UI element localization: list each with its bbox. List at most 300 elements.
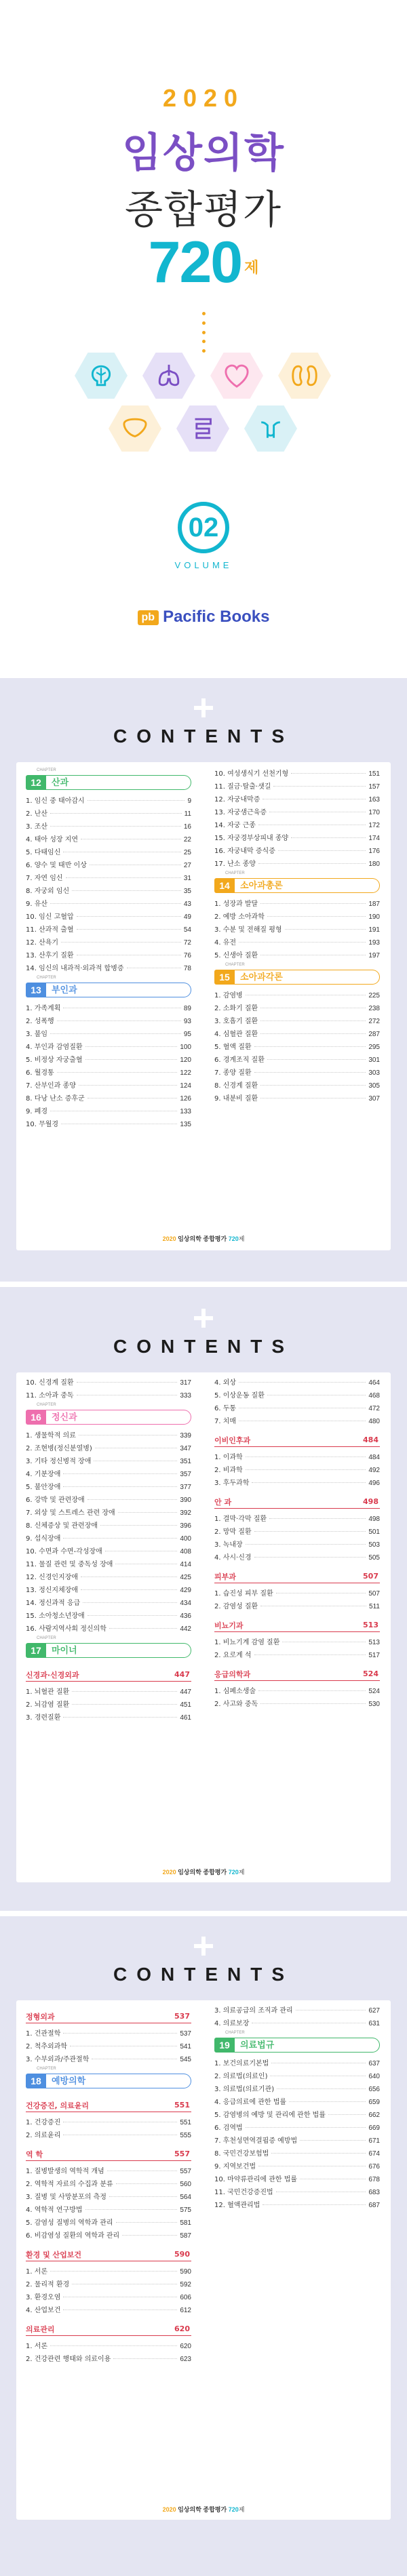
toc-entry [26,1610,191,1623]
chapter-caption: CHAPTER [225,2031,245,2035]
toc-leader [85,1046,178,1047]
toc-entry-page: 461 [180,1714,191,1722]
toc-entry-title: 7. 종양 질환 [214,1069,252,1077]
toc-entry-title: 4. 의료보장 [214,2020,250,2027]
toc-entry [26,2340,191,2353]
toc-entry-title: 3. 의료법(의료기관) [214,2086,275,2093]
toc-entry-page: 172 [368,822,380,829]
toc-entry-page: 676 [368,2163,380,2171]
toc-entry [214,2083,380,2096]
toc-entry [214,2057,380,2070]
toc-entry [26,1481,191,1494]
toc-entry [26,885,191,898]
toc-entry [214,2147,380,2160]
toc-entry-page: 637 [368,2060,380,2067]
toc-entry-page: 122 [180,1069,191,1077]
toc-entry-page: 425 [180,1574,191,1581]
toc-entry [214,845,380,858]
toc-entry-title: 6. 경계조직 질환 [214,1056,265,1064]
toc-entry [26,2278,191,2291]
toc-leader [118,1512,178,1513]
toc-entry-title: 6. 양수 및 태반 이상 [26,862,87,869]
chapter-caption: CHAPTER [37,976,56,980]
chapter-header [26,1403,191,1425]
toc-entry-page: 671 [368,2137,380,2145]
toc-entry-page: 555 [180,2132,191,2139]
toc-entry-title: 1. 감염병 [214,992,243,999]
toc-entry-title: 4. 외상 [214,1379,237,1387]
toc-entry-page: 193 [368,939,380,947]
toc-leader [72,1691,177,1692]
toc-entry-title: 3. 수부외과/주관절학 [26,2056,90,2063]
section-page: 498 [363,1497,379,1506]
toc-entry [26,911,191,924]
toc-entry-page: 333 [180,1392,191,1400]
toc-entry-page: 530 [368,1701,380,1708]
toc-entry-title: 10. 여성생식기 선천기형 [214,770,289,778]
contents-card [16,2000,391,2520]
section-title: 역 학 [26,2149,43,2159]
toc-entry-title: 8. 국민건강보험법 [214,2150,269,2158]
toc-entry-title: 8. 다낭 난소 증후군 [26,1095,85,1103]
toc-entry [214,2017,380,2030]
toc-entry-title: 2. 감염성 질환 [214,1603,258,1610]
toc-column-left [26,2004,191,2366]
toc-entry-page: 557 [180,2168,191,2175]
cover-big-number-suffix: 제 [244,258,259,276]
toc-leader [258,1690,366,1691]
toc-entry-title: 4. 산업보건 [26,2307,61,2314]
toc-entry [26,2116,191,2129]
section-page: 447 [174,1670,190,1679]
toc-entry-title: 15. 소아청소년장애 [26,1612,85,1620]
toc-entry [214,2160,380,2173]
toc-entry-title: 7. 후천성면역결핍증 예방법 [214,2137,298,2145]
toc-entry-title: 2. 난산 [26,810,48,818]
toc-entry-title: 2. 역학적 자료의 수집과 분류 [26,2181,113,2188]
toc-entry-title: 1. 습진성 피부 질환 [214,1590,273,1598]
toc-leader [300,2140,366,2141]
toc-entry-title: 3. 의료공급의 조직과 관리 [214,2007,293,2015]
toc-entry-page: 43 [183,900,191,908]
toc-entry [214,1376,380,1389]
toc-entry-page: 135 [180,1121,191,1128]
toc-entry-title: 3. 녹내장 [214,1541,243,1549]
toc-entry [214,2173,380,2186]
toc-leader [254,1072,366,1073]
toc-entry-title: 1. 건강증진 [26,2119,61,2126]
toc-entry [26,1041,191,1054]
toc-entry-title: 5. 신생아 질환 [214,952,258,959]
section-title: 응급의학과 [214,1669,251,1679]
toc-entry-page: 480 [368,1418,380,1425]
cover-title-line2: 종합평가 [124,186,283,233]
brain-icon [75,353,128,399]
chapter-title: 정신과 [46,1410,191,1425]
toc-leader [72,1704,177,1705]
toc-entry-title: 1. 서론 [26,2268,48,2276]
section-header [26,2322,191,2336]
toc-entry-title: 4. 사시·신경 [214,1554,252,1562]
toc-entry-page: 620 [180,2343,191,2350]
toc-entry [26,808,191,820]
toc-leader [254,1046,366,1047]
toc-entry [26,1067,191,1079]
toc-entry [26,1711,191,1724]
toc-entry-page: 414 [180,1561,191,1568]
toc-entry-title: 5. 이상운동 질환 [214,1392,265,1400]
toc-entry [214,793,380,806]
toc-entry-page: 545 [180,2056,191,2063]
toc-entry-title: 3. 조산 [26,823,48,831]
toc-entry-page: 631 [368,2020,380,2027]
toc-entry-title: 1. 서론 [26,2343,48,2350]
toc-leader [289,2101,366,2102]
section-page: 507 [363,1572,379,1581]
toc-entry-title: 3. 후두과학 [214,1480,250,1487]
toc-entry-page: 511 [369,1603,380,1610]
toc-entry-title: 3. 불임 [26,1031,48,1038]
toc-entry [214,1402,380,1415]
toc-entry-page: 468 [368,1392,380,1400]
toc-leader [100,1525,177,1526]
toc-entry [26,1584,191,1597]
toc-leader [239,1382,366,1383]
chapter-caption: CHAPTER [37,768,56,772]
toc-entry-page: 303 [368,1069,380,1077]
toc-entry-page: 126 [180,1095,191,1103]
section-page: 537 [174,2012,190,2021]
toc-entry-page: 513 [368,1639,380,1646]
toc-leader [122,2235,177,2236]
toc-entry [214,1464,380,1477]
section-title: 이비인후과 [214,1435,251,1445]
toc-entry [214,949,380,962]
toc-entry-title: 5. 다태임신 [26,849,61,856]
toc-entry-title: 4. 태아 성장 지연 [26,836,79,844]
section-page: 484 [363,1435,379,1444]
toc-entry-page: 190 [368,913,380,921]
toc-leader [109,2196,177,2197]
toc-leader [79,1085,177,1086]
page-footer: 2020 임상의학 종합평가 720제 [162,1869,245,1876]
toc-leader [260,903,366,904]
toc-entry [26,1054,191,1067]
contents-title: CONTENTS [113,1964,294,1985]
toc-entry-title: 6. 검역법 [214,2124,243,2132]
chapter-number: 18 [26,2074,46,2088]
toc-entry [26,2304,191,2317]
toc-entry [214,2070,380,2083]
toc-entry [214,1054,380,1067]
section-page: 524 [363,1669,379,1678]
toc-entry-page: 133 [180,1108,191,1115]
chapter-title: 예방의학 [46,2074,191,2088]
toc-entry [214,2186,380,2199]
toc-leader [116,2222,178,2223]
toc-entry-title: 1. 보건의료기본법 [214,2060,269,2067]
toc-leader [278,850,366,851]
toc-entry-page: 163 [368,796,380,804]
toc-entry-title: 8. 자궁외 임신 [26,888,70,895]
toc-entry-page: 347 [180,1445,191,1452]
toc-entry-title: 2. 소화기 질환 [214,1005,258,1012]
contents-panel-2 [0,1287,407,1911]
chapter-title: 산과 [46,775,191,790]
toc-entry [26,1118,191,1131]
toc-entry-page: 592 [180,2281,191,2288]
toc-entry-title: 12. 신경인지장애 [26,1574,79,1581]
toc-entry-page: 498 [368,1515,380,1523]
toc-entry-title: 2. 망막 질환 [214,1528,252,1536]
toc-entry-page: 76 [183,952,191,959]
toc-entry [214,1636,380,1649]
toc-entry-title: 2. 물리적 환경 [26,2281,70,2288]
toc-entry [214,936,380,949]
toc-entry-title: 5. 혈액 질환 [214,1044,252,1051]
toc-leader [267,1059,366,1060]
toc-entry [214,989,380,1002]
toc-entry-page: 89 [183,1005,191,1012]
toc-entry [26,2265,191,2278]
toc-entry-page: 687 [368,2202,380,2209]
toc-entry [26,962,191,975]
toc-entry-title: 11. 산과적 출혈 [26,926,74,934]
toc-entry-page: 606 [180,2294,191,2301]
toc-entry-page: 564 [180,2194,191,2201]
toc-leader [260,1033,366,1034]
publisher-logo [0,608,407,627]
toc-entry-page: 25 [183,849,191,856]
toc-entry-title: 14. 임신의 내과적·외과적 합병증 [26,965,124,972]
toc-entry-page: 436 [180,1612,191,1620]
toc-entry [26,846,191,859]
toc-entry-title: 10. 무월경 [26,1121,59,1128]
toc-entry-title: 2. 건강관련 행태와 의료이용 [26,2356,111,2363]
toc-entry-page: 537 [180,2030,191,2038]
toc-entry-page: 351 [180,1458,191,1465]
section-page: 557 [174,2149,190,2158]
cover-organ-icons [75,353,332,454]
plus-icon [194,1309,213,1328]
volume-number: 02 [178,502,229,553]
toc-entry-title: 13. 정신지체장애 [26,1587,79,1594]
toc-entry-page: 640 [368,2073,380,2080]
toc-entry-page: 587 [180,2232,191,2240]
toc-entry-page: 78 [183,965,191,972]
toc-entry [26,1429,191,1442]
chapter-number: 12 [26,775,46,790]
toc-entry-page: 434 [180,1600,191,1607]
chapter-header [26,2067,191,2089]
toc-entry-title: 2. 성폭행 [26,1018,54,1025]
toc-entry [26,1079,191,1092]
chapter-caption: CHAPTER [37,1403,56,1407]
uterus-icon [244,405,297,452]
toc-entry-title: 7. 외상 및 스트레스 관련 장애 [26,1509,115,1517]
toc-column-right [214,768,380,1105]
toc-entry-title: 12. 혈액관리법 [214,2202,260,2209]
toc-entry-title: 6. 두통 [214,1405,237,1412]
toc-entry-page: 581 [180,2219,191,2227]
toc-entry-title: 3. 호흡기 질환 [214,1018,258,1025]
toc-entry [214,1041,380,1054]
toc-entry-title: 4. 응급의료에 관한 법률 [214,2099,287,2106]
cover-dots [201,312,206,353]
toc-entry [26,1699,191,1711]
toc-entry [26,872,191,885]
toc-entry [214,2135,380,2147]
toc-entry-title: 3. 경련질환 [26,1714,61,1722]
toc-entry-title: 2. 요로계 석 [214,1652,252,1659]
book-cover [0,0,407,678]
toc-entry [26,1532,191,1545]
plus-icon [194,1937,213,1956]
toc-entry-title: 5. 불안장애 [26,1484,61,1491]
toc-leader [50,1033,181,1034]
toc-entry [214,819,380,832]
toc-entry [26,1468,191,1481]
toc-entry-page: 662 [368,2112,380,2119]
contents-panel-3 [0,1916,407,2576]
toc-entry [214,1002,380,1015]
section-header [26,2010,191,2023]
publisher-name: Pacific Books [163,608,270,626]
section-page: 513 [363,1621,379,1629]
section-page: 551 [174,2101,190,2109]
toc-leader [50,903,181,904]
toc-entry-title: 2. 의료윤리 [26,2132,61,2139]
section-header [26,2147,191,2161]
toc-entry-page: 157 [368,783,380,791]
toc-entry [214,2004,380,2017]
toc-entry-title: 1. 비뇨기계 감염 질환 [214,1639,280,1646]
toc-entry-title: 1. 임신 중 태아감시 [26,797,85,805]
toc-entry-page: 408 [180,1548,191,1555]
toc-entry [26,1507,191,1520]
toc-entry-page: 27 [183,862,191,869]
toc-entry-title: 4. 유전 [214,939,237,947]
toc-entry-title: 2. 예방 소아과학 [214,913,265,921]
toc-entry [26,1092,191,1105]
toc-entry-page: 472 [368,1405,380,1412]
toc-entry-page: 95 [183,1031,191,1038]
toc-entry-page: 11 [184,810,191,818]
chapter-header [214,963,380,985]
intestine-icon [176,405,229,452]
toc-entry [214,2122,380,2135]
lungs-icon [142,353,195,399]
toc-entry [26,2027,191,2040]
toc-entry-title: 1. 가족계획 [26,1005,61,1012]
chapter-number: 13 [26,983,46,997]
toc-entry-page: 678 [368,2176,380,2183]
toc-leader [258,863,366,864]
toc-entry-page: 124 [180,1082,191,1090]
toc-entry [214,768,380,780]
toc-entry [26,1571,191,1584]
toc-entry [26,2353,191,2366]
toc-entry-page: 396 [180,1522,191,1530]
toc-entry-page: 390 [180,1497,191,1504]
toc-entry-page: 100 [180,1044,191,1051]
toc-entry-title: 2. 조현병(정신분열병) [26,1445,92,1452]
toc-leader [109,1628,177,1629]
toc-entry-title: 10. 마약류관리에 관한 법률 [214,2176,298,2183]
toc-entry-page: 197 [368,952,380,959]
toc-entry-title: 16. 자궁내막 증식증 [214,848,275,855]
toc-entry-page: 35 [183,888,191,895]
toc-leader [254,1531,366,1532]
toc-entry-title: 17. 난소 종양 [214,860,256,868]
toc-entry-title: 1. 뇌혈관 질환 [26,1688,70,1696]
toc-entry [26,2178,191,2191]
toc-leader [63,1473,177,1474]
toc-entry-page: 541 [180,2043,191,2050]
toc-entry-page: 295 [368,1044,380,1051]
toc-entry-page: 339 [180,1432,191,1440]
toc-entry [26,1623,191,1636]
chapter-header [26,768,191,791]
toc-entry [26,1597,191,1610]
toc-entry-title: 7. 산부인과 종양 [26,1082,76,1090]
cover-title-line1: 임상의학 [122,130,285,177]
toc-leader [263,2204,366,2205]
toc-entry-page: 451 [180,1701,191,1709]
toc-entry-title: 10. 수면과 수면-각성장애 [26,1548,102,1555]
toc-entry [26,859,191,872]
cover-year: 2020 [162,84,245,112]
toc-entry-page: 501 [368,1528,380,1536]
toc-entry-page: 683 [368,2189,380,2196]
toc-leader [85,1059,178,1060]
toc-entry-title: 11. 국민건강증진법 [214,2189,273,2196]
toc-entry-page: 16 [183,823,191,831]
section-header [26,1668,191,1682]
toc-entry-title: 2. 척추외과학 [26,2043,68,2050]
toc-entry-page: 612 [180,2307,191,2314]
toc-entry [214,1028,380,1041]
toc-entry-title: 1. 성장과 발달 [214,900,258,908]
toc-entry-title: 14. 자궁 근종 [214,822,256,829]
toc-entry-page: 357 [180,1471,191,1478]
toc-leader [63,1486,177,1487]
toc-entry-title: 10. 임신 고혈압 [26,913,74,921]
toc-entry [214,1092,380,1105]
toc-entry-page: 176 [368,848,380,855]
toc-entry-page: 447 [180,1688,191,1696]
toc-entry-title: 6. 월경통 [26,1069,54,1077]
chapter-header [26,976,191,998]
toc-entry-title: 2. 뇌감염 질환 [26,1701,70,1709]
toc-entry [26,2204,191,2217]
toc-entry-title: 13. 산후기 질환 [26,952,74,959]
toc-entry-page: 170 [368,809,380,816]
toc-entry-title: 1. 건관절학 [26,2030,61,2038]
toc-entry [26,833,191,846]
toc-leader [273,786,366,787]
toc-entry-title: 8. 신체증상 및 관련장애 [26,1522,98,1530]
toc-entry-page: 627 [368,2007,380,2015]
chapter-header [214,871,380,894]
toc-entry-title: 4. 부인과 감염질환 [26,1044,83,1051]
toc-entry-page: 400 [180,1535,191,1543]
toc-entry-title: 7. 자연 임신 [26,875,63,882]
chapter-number: 19 [214,2038,235,2053]
toc-leader [77,929,181,930]
toc-leader [285,929,366,930]
cover-big-number [0,229,407,296]
